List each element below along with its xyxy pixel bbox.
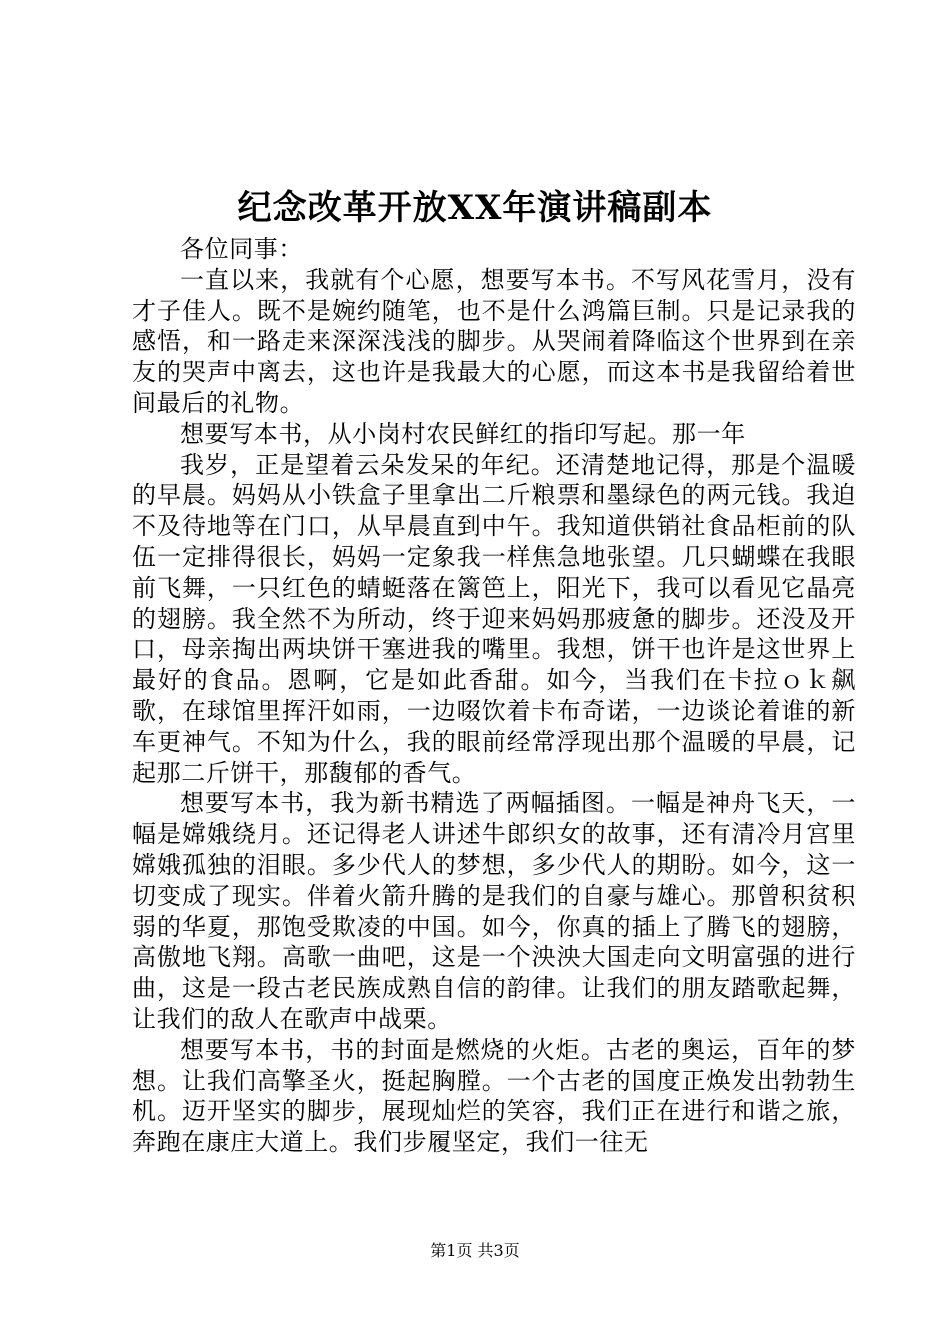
paragraph-3: 我岁，正是望着云朵发呆的年纪。还清楚地记得，那是个温暖的早晨。妈妈从小铁盒子里拿出二斤粮票和墨绿色的两元钱。我迫不及待地等在门口，从早晨直到中午。我知道供销社食品柜前的队伍一定排得很长，妈妈一定象我一样焦急地张望。几只蝴蝶在我眼前飞舞，一只红色的蜻蜓落在篱笆上，阳光下，我可以看见它晶亮的翅膀。我全然不为所动，终于迎来妈妈那疲惫的脚步。还没及开口，母亲掏出两块饼干塞进我的嘴里。我想，饼干也许是这世界上最好的食品。恩啊，它是如此香甜。如今，当我们在卡拉ｏｋ飙歌，在球馆里挥汗如雨，一边啜饮着卡布奇诺，一边谈论着谁的新车更神气。不知为什么，我的眼前经常浮现出那个温暖的早晨，记起那二斤饼干，那馥郁的香气。 [132, 450, 856, 787]
paragraph-salutation: 各位同事： [180, 235, 303, 263]
paragraph-1: 一直以来，我就有个心愿，想要写本书。不写风花雪月，没有才子佳人。既不是婉约随笔，也不是什么鸿篇巨制。只是记录我的感悟，和一路走来深深浅浅的脚步。从哭闹着降临这个世界到在亲友的哭声中离去，这也许是我最大的心愿，而这本书是我留给着世间最后的礼物。 [132, 265, 856, 417]
page-footer: 第1页 共3页 [430, 1241, 520, 1260]
paragraph-4: 想要写本书，我为新书精选了两幅插图。一幅是神舟飞天，一幅是嫦娥绕月。还记得老人讲述牛郎织女的故事，还有清冷月宫里嫦娥孤独的泪眼。多少代人的梦想，多少代人的期盼。如今，这一切变成了现实。伴着火箭升腾的是我们的自豪与雄心。那曾积贫积弱的华夏，那饱受欺凌的中国。如今，你真的插上了腾飞的翅膀，高傲地飞翔。高歌一曲吧，这是一个泱泱大国走向文明富强的进行曲，这是一段古老民族成熟自信的韵律。让我们的朋友踏歌起舞，让我们的敌人在歌声中战栗。 [132, 789, 856, 1033]
paragraph-2: 想要写本书，从小岗村农民鲜红的指印写起。那一年 [180, 419, 746, 448]
document-title: 纪念改革开放XX年演讲稿副本 [237, 188, 713, 228]
paragraph-5: 想要写本书，书的封面是燃烧的火炬。古老的奥运，百年的梦想。让我们高擎圣火，挺起胸膛。一个古老的国度正焕发出勃勃生机。迈开坚实的脚步，展现灿烂的笑容，我们正在进行和谐之旅，奔跑在康庄大道上。我们步履坚定，我们一往无 [132, 1035, 856, 1157]
document-body [132, 234, 856, 1158]
